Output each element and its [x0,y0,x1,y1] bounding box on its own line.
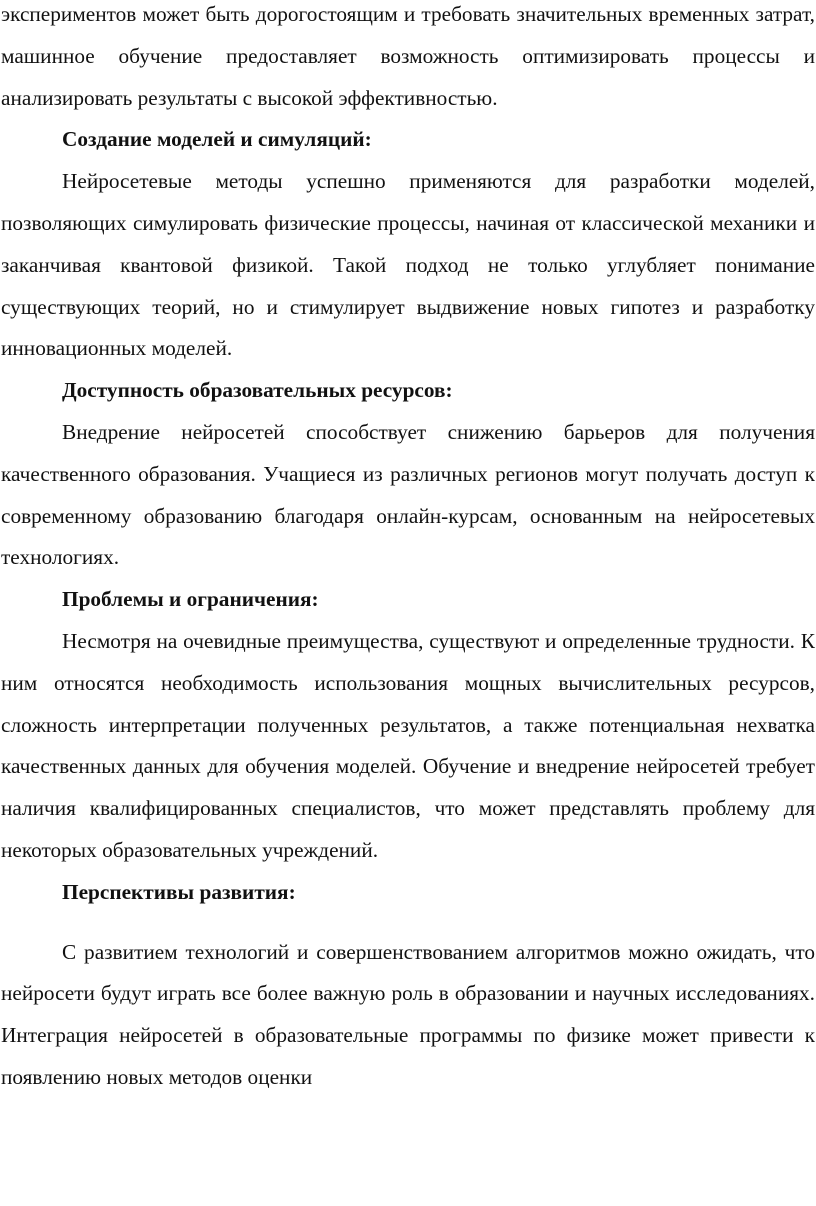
paragraph-problems: Несмотря на очевидные преимущества, существуют и определенные трудности. К ним относятся необходимость использования мощных вычислительных ресурсов, сложность интерпретации полученных результатов, а также потенциальная нехватка качественных данных для обучения моделей. Обучение и внедрение нейросетей требует наличия квалифицированных специалистов, что может представлять проблему для некоторых образовательных учреждений. [1,628,815,862]
section-heading-prospects: Перспективы развития: [62,879,296,904]
section-heading-resources: Доступность образовательных ресурсов: [62,378,453,403]
section-heading-problems: Проблемы и ограничения: [62,587,319,612]
section-heading-models: Создание моделей и симуляций: [62,127,372,152]
paragraph-continuation: экспериментов может быть дорогостоящим и требовать значительных временных затрат, машинное обучение предоставляет возможность оптимизировать процессы и анализировать результаты с высокой эффективностью. [1,2,815,110]
paragraph-models: Нейросетевые методы успешно применяются для разработки моделей, позволяющих симулировать физические процессы, начиная от классической механики и заканчивая квантовой физикой. Такой подход не только углубляет понимание существующих теорий, но и стимулирует выдвижение новых гипотез и разработку инновационных моделей. [1,169,815,361]
paragraph-resources: Внедрение нейросетей способствует снижению барьеров для получения качественного образования. Учащиеся из различных регионов могут получать доступ к современному образованию благодаря онлайн-курсам, основанным на нейросетевых технологиях. [1,419,815,570]
paragraph-prospects: С развитием технологий и совершенствованием алгоритмов можно ожидать, что нейросети будут играть все более важную роль в образовании и научных исследованиях. Интеграция нейросетей в образовательные программы по физике может привести к появлению новых методов оценки [1,939,815,1089]
